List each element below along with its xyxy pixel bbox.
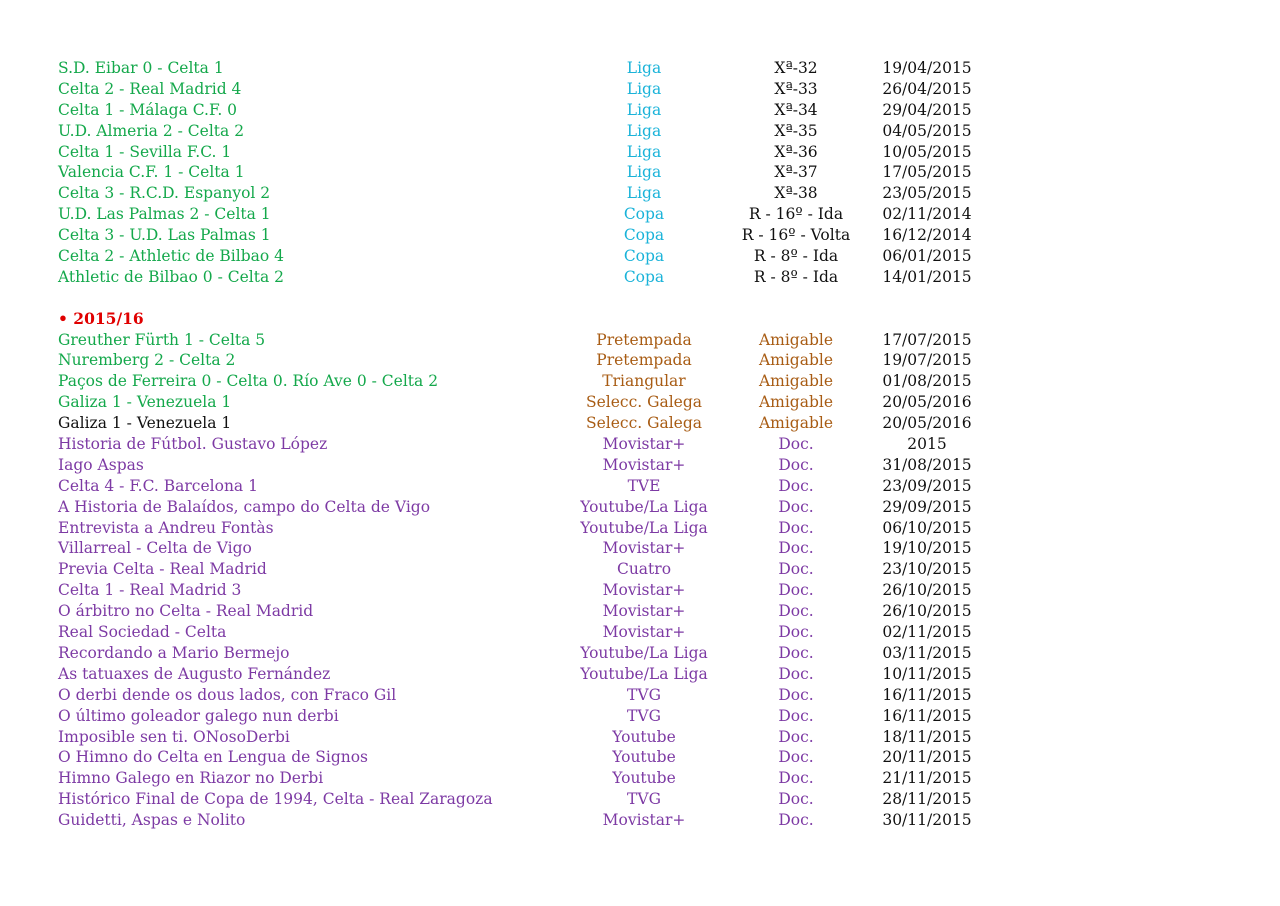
row-type: Doc. — [778, 497, 814, 516]
row-date: 06/10/2015 — [882, 518, 972, 537]
row-date: 19/04/2015 — [882, 59, 972, 77]
row-date: 06/01/2015 — [882, 247, 972, 266]
row-title: Himno Galego en Riazor no Derbi — [58, 769, 324, 788]
row-source: Liga — [626, 121, 662, 140]
row-date: 04/05/2015 — [882, 121, 972, 140]
row-source: Liga — [626, 79, 662, 98]
row-type: Doc. — [778, 643, 814, 662]
row-type: Doc. — [778, 539, 814, 558]
row-title: Nuremberg 2 - Celta 2 — [58, 351, 236, 370]
row-date: 23/05/2015 — [882, 184, 972, 203]
row-source: Movistar+ — [602, 811, 686, 830]
row-date: 17/05/2015 — [882, 163, 972, 182]
row-title: Historia de Fútbol. Gustavo López — [58, 435, 328, 454]
row-source: Pretempada — [596, 330, 692, 349]
row-type: Amigable — [758, 351, 834, 370]
row-title: Athletic de Bilbao 0 - Celta 2 — [58, 267, 285, 286]
row-date: 01/08/2015 — [882, 372, 972, 391]
row-title: Greuther Fürth 1 - Celta 5 — [58, 330, 266, 349]
row-source: Selecc. Galega — [585, 414, 703, 433]
row-source: Triangular — [602, 372, 686, 391]
table-row[interactable] — [58, 747, 1058, 768]
table-row[interactable] — [58, 601, 1058, 622]
row-title: Celta 1 - Real Madrid 3 — [58, 581, 242, 600]
table-row[interactable] — [58, 497, 1058, 518]
table-row[interactable] — [58, 580, 1058, 601]
row-source: Movistar+ — [602, 581, 686, 600]
video-list-sheet — [58, 58, 1058, 831]
table-row[interactable] — [58, 392, 1058, 413]
row-source: TVG — [627, 706, 661, 725]
row-source: Liga — [626, 142, 662, 161]
row-date: 14/01/2015 — [882, 267, 972, 286]
row-source: Youtube/La Liga — [580, 518, 708, 537]
row-type: Doc. — [778, 518, 814, 537]
row-date: 26/10/2015 — [882, 581, 972, 600]
row-title: Recordando a Mario Bermejo — [58, 643, 290, 662]
table-row[interactable] — [58, 727, 1058, 748]
row-date: 16/12/2014 — [882, 226, 972, 245]
row-title: U.D. Almeria 2 - Celta 2 — [58, 121, 245, 140]
row-source: TVE — [627, 476, 661, 495]
row-type: Xª-32 — [774, 59, 818, 77]
row-type: R - 8º - Ida — [753, 267, 839, 286]
row-date: 19/07/2015 — [882, 351, 972, 370]
row-type: Amigable — [758, 414, 834, 433]
row-source: Youtube — [612, 727, 676, 746]
table-row[interactable] — [58, 455, 1058, 476]
row-date: 20/11/2015 — [882, 748, 972, 767]
table-row[interactable] — [58, 685, 1058, 706]
row-type: Doc. — [778, 602, 814, 621]
table-row[interactable] — [58, 121, 1058, 142]
row-type: Amigable — [758, 393, 834, 412]
table-row[interactable] — [58, 267, 1058, 288]
row-title: O árbitro no Celta - Real Madrid — [58, 602, 314, 621]
table-row[interactable] — [58, 79, 1058, 100]
row-type: R - 8º - Ida — [753, 247, 839, 266]
row-source: Copa — [623, 247, 665, 266]
row-source: Youtube — [612, 769, 676, 788]
row-source: Liga — [626, 59, 662, 77]
row-type: Doc. — [778, 664, 814, 683]
row-title: S.D. Eibar 0 - Celta 1 — [58, 59, 224, 77]
row-date: 16/11/2015 — [882, 706, 972, 725]
row-title: Villarreal - Celta de Vigo — [58, 539, 252, 558]
row-type: Doc. — [778, 706, 814, 725]
row-date: 29/04/2015 — [882, 100, 972, 119]
table-row[interactable] — [58, 225, 1058, 246]
row-source: Movistar+ — [602, 539, 686, 558]
row-source: Movistar+ — [602, 602, 686, 621]
row-date: 17/07/2015 — [882, 330, 972, 349]
row-type: Xª-36 — [774, 142, 818, 161]
row-source: Cuatro — [616, 560, 672, 579]
row-date: 26/04/2015 — [882, 79, 972, 98]
row-title: Entrevista a Andreu Fontàs — [58, 518, 274, 537]
row-type: Doc. — [778, 560, 814, 579]
row-source: Copa — [623, 226, 665, 245]
table-row[interactable] — [58, 142, 1058, 163]
row-title: O último goleador galego nun derbi — [58, 706, 339, 725]
table-row[interactable] — [58, 706, 1058, 727]
row-date: 29/09/2015 — [882, 497, 972, 516]
row-date: 26/10/2015 — [882, 602, 972, 621]
row-title: Previa Celta - Real Madrid — [58, 560, 267, 579]
row-type: Doc. — [778, 623, 814, 642]
row-title: Celta 2 - Athletic de Bilbao 4 — [58, 247, 285, 266]
matches-2014-15 — [58, 58, 1058, 288]
row-title: Imposible sen ti. ONosoDerbi — [58, 727, 290, 746]
row-type: Doc. — [778, 435, 814, 454]
row-type: Xª-34 — [774, 100, 818, 119]
table-row[interactable] — [58, 664, 1058, 685]
row-source: Pretempada — [596, 351, 692, 370]
table-row[interactable] — [58, 434, 1058, 455]
row-date: 10/05/2015 — [882, 142, 972, 161]
row-title: Real Sociedad - Celta — [58, 623, 227, 642]
row-source: Movistar+ — [602, 455, 686, 474]
row-date: 20/05/2016 — [882, 393, 972, 412]
table-row[interactable] — [58, 183, 1058, 204]
row-type: Doc. — [778, 811, 814, 830]
season-heading: • 2015/16 — [58, 308, 144, 328]
row-title: As tatuaxes de Augusto Fernández — [58, 664, 331, 683]
table-row[interactable] — [58, 246, 1058, 267]
row-title: Celta 3 - U.D. Las Palmas 1 — [58, 226, 271, 245]
row-date: 19/10/2015 — [882, 539, 972, 558]
row-title: U.D. Las Palmas 2 - Celta 1 — [58, 205, 271, 224]
table-row[interactable] — [58, 622, 1058, 643]
row-title: Galiza 1 - Venezuela 1 — [58, 414, 232, 433]
table-row[interactable] — [58, 330, 1058, 351]
row-title: Celta 2 - Real Madrid 4 — [58, 79, 242, 98]
table-row[interactable] — [58, 413, 1058, 434]
row-date: 02/11/2015 — [882, 623, 972, 642]
row-type: Xª-37 — [774, 163, 818, 182]
friendlies-2015-16 — [58, 330, 1058, 434]
row-date: 16/11/2015 — [882, 685, 972, 704]
row-source: Youtube/La Liga — [580, 664, 708, 683]
row-date: 23/10/2015 — [882, 560, 972, 579]
row-type: Xª-38 — [774, 184, 818, 203]
row-title: Histórico Final de Copa de 1994, Celta - Real Zaragoza — [58, 790, 493, 809]
row-title: Celta 3 - R.C.D. Espanyol 2 — [58, 184, 271, 203]
row-type: Xª-35 — [774, 121, 818, 140]
row-type: Xª-33 — [774, 79, 818, 98]
row-source: Liga — [626, 184, 662, 203]
row-type: R - 16º - Volta — [741, 226, 851, 245]
table-row[interactable] — [58, 476, 1058, 497]
row-source: TVG — [627, 790, 661, 809]
row-date: 02/11/2014 — [882, 205, 972, 224]
row-title: O derbi dende os dous lados, con Fraco Gil — [58, 685, 397, 704]
row-source: Selecc. Galega — [585, 393, 703, 412]
row-source: TVG — [627, 685, 661, 704]
row-date: 10/11/2015 — [882, 664, 972, 683]
row-date: 21/11/2015 — [882, 769, 972, 788]
table-row[interactable] — [58, 810, 1058, 831]
row-type: Doc. — [778, 769, 814, 788]
section-spacer — [58, 288, 1058, 309]
row-title: Celta 1 - Málaga C.F. 0 — [58, 100, 238, 119]
row-source: Youtube — [612, 748, 676, 767]
table-row[interactable] — [58, 559, 1058, 580]
row-source: Youtube/La Liga — [580, 497, 708, 516]
row-date: 18/11/2015 — [882, 727, 972, 746]
table-row[interactable] — [58, 350, 1058, 371]
table-row[interactable] — [58, 768, 1058, 789]
row-source: Movistar+ — [602, 623, 686, 642]
table-row[interactable] — [58, 162, 1058, 183]
row-title: Iago Aspas — [58, 455, 144, 474]
row-source: Copa — [623, 267, 665, 286]
row-date: 03/11/2015 — [882, 643, 972, 662]
row-source: Copa — [623, 205, 665, 224]
row-source: Liga — [626, 100, 662, 119]
table-row[interactable] — [58, 58, 1058, 79]
row-date: 31/08/2015 — [882, 455, 972, 474]
row-type: Doc. — [778, 748, 814, 767]
table-row[interactable] — [58, 100, 1058, 121]
row-type: R - 16º - Ida — [748, 205, 844, 224]
documentaries-2015-16 — [58, 434, 1058, 831]
table-row[interactable] — [58, 204, 1058, 225]
row-date: 28/11/2015 — [882, 790, 972, 809]
row-title: Paços de Ferreira 0 - Celta 0. Río Ave 0 - Celta 2 — [58, 372, 439, 391]
table-row[interactable] — [58, 518, 1058, 539]
row-type: Doc. — [778, 790, 814, 809]
row-type: Doc. — [778, 727, 814, 746]
row-title: Guidetti, Aspas e Nolito — [58, 811, 246, 830]
row-type: Doc. — [778, 581, 814, 600]
row-title: Celta 4 - F.C. Barcelona 1 — [58, 476, 258, 495]
row-source: Youtube/La Liga — [580, 643, 708, 662]
row-title: Galiza 1 - Venezuela 1 — [58, 393, 232, 412]
row-title: A Historia de Balaídos, campo do Celta de Vigo — [58, 497, 431, 516]
row-date: 20/05/2016 — [882, 414, 972, 433]
row-date: 30/11/2015 — [882, 811, 972, 830]
row-title: Valencia C.F. 1 - Celta 1 — [58, 163, 245, 182]
row-type: Amigable — [758, 330, 834, 349]
row-source: Movistar+ — [602, 435, 686, 454]
table-row[interactable] — [58, 643, 1058, 664]
row-type: Doc. — [778, 476, 814, 495]
row-title: O Himno do Celta en Lengua de Signos — [58, 748, 369, 767]
table-row[interactable] — [58, 538, 1058, 559]
row-source: Liga — [626, 163, 662, 182]
table-row[interactable] — [58, 789, 1058, 810]
row-date: 23/09/2015 — [882, 476, 972, 495]
row-type: Amigable — [758, 372, 834, 391]
row-date: 2015 — [907, 435, 947, 454]
row-type: Doc. — [778, 455, 814, 474]
row-type: Doc. — [778, 685, 814, 704]
row-title: Celta 1 - Sevilla F.C. 1 — [58, 142, 232, 161]
table-row[interactable] — [58, 371, 1058, 392]
